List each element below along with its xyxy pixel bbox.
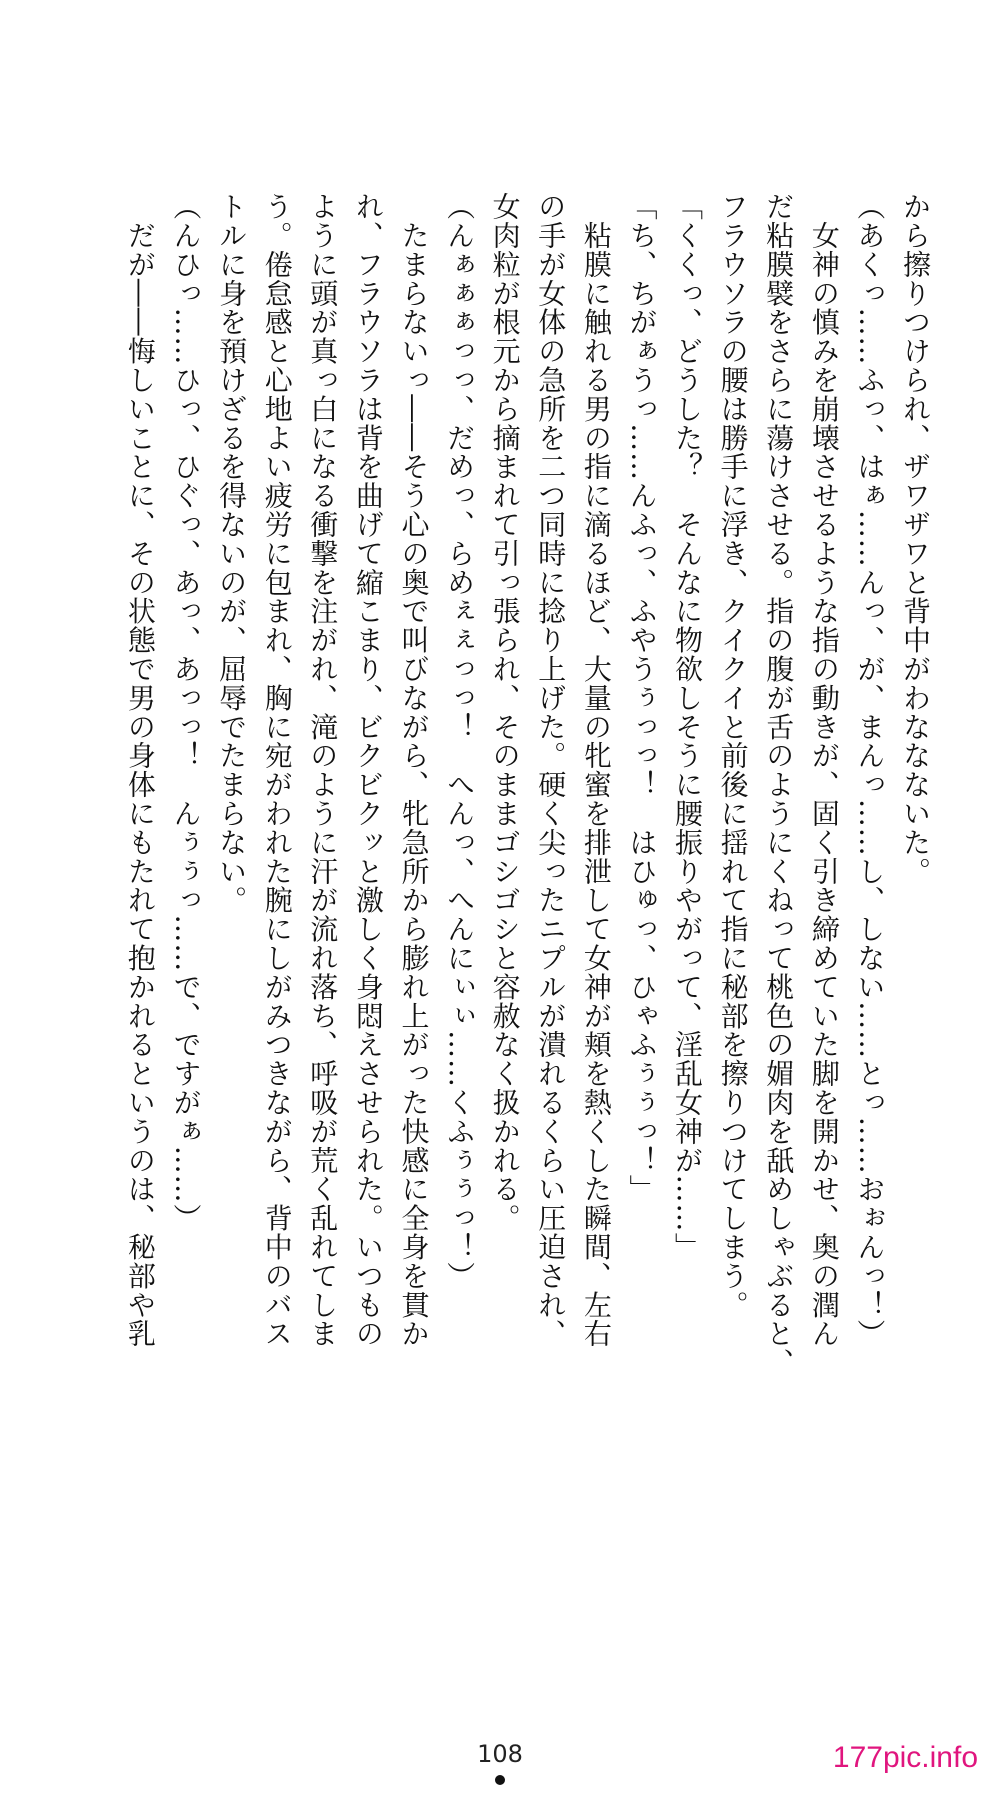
- text-line: たまらないっ――そう心の奥で叫びながら、牝急所から膨れ上がった快感に全身を貫か: [397, 192, 431, 1348]
- page-marker-dot: [495, 1775, 505, 1785]
- text-line: 女肉粒が根元から摘まれて引っ張られ、そのままゴシゴシと容赦なく扱かれる。: [488, 192, 522, 1233]
- text-line: トルに身を預けざるを得ないのが、屈辱でたまらない。: [215, 192, 249, 915]
- text-line: 粘膜に触れる男の指に滴るほど、大量の牝蜜を排泄して女神が頬を熱くした瞬間、左右: [579, 192, 613, 1348]
- text-line: （んぁぁぁっっ、だめっ、らめぇぇっっ！ へんっ、へんにぃぃ……くふぅぅっ！）: [443, 192, 477, 1291]
- page-number: 108: [477, 1740, 523, 1768]
- watermark: 177pic.info: [832, 1741, 978, 1774]
- text-line: う。倦怠感と心地よい疲労に包まれ、胸に宛がわれた腕にしがみつきながら、背中のバス: [260, 192, 294, 1348]
- text-line: 女神の慎みを崩壊させるような指の動きが、固く引き締めていた脚を開かせ、奥の潤ん: [807, 192, 841, 1349]
- text-line: の手が女体の急所を二つ同時に捻り上げた。硬く尖ったニプルが潰れるくらい圧迫され、: [534, 192, 568, 1348]
- text-line: れ、フラウソラは背を曲げて縮こまり、ビクビクッと激しく身悶えさせられた。いつもの: [351, 192, 385, 1348]
- text-line: ように頭が真っ白になる衝撃を注がれ、滝のように汗が流れ落ち、呼吸が荒く乱れてしま: [306, 192, 340, 1348]
- body-text: [58, 192, 938, 1522]
- text-line: から擦りつけられ、ザワザワと背中がわななないた。: [899, 192, 932, 886]
- text-line: （んひっ……ひっ、ひぐっ、あっ、あっっ！ んぅぅっ……で、ですがぁ……）: [169, 192, 203, 1233]
- text-line: 「くくっ、どうした？ そんなに物欲しそうに腰振りやがって、淫乱女神が……」: [671, 192, 705, 1262]
- text-line: フラウソラの腰は勝手に浮き、クイクイと前後に揺れて指に秘部を擦りつけてしまう。: [716, 192, 750, 1320]
- text-line: だ粘膜襞をさらに蕩けさせる。指の腹が舌のようにくねって桃色の媚肉を舐めしゃぶると、: [762, 192, 796, 1377]
- text-line: だが――悔しいことに、その状態で男の身体にもたれて抱かれるというのは、秘部や乳: [123, 192, 157, 1348]
- text-line: 「ち、ちがぁうっ……んふっ、ふやうぅっっ！ はひゅっ、ひゃふぅぅっ！」: [625, 192, 659, 1204]
- text-line: （あくっ……ふっ、はぁ……んっ、が、まんっ……し、しない……とっ……おぉんっ！）: [853, 192, 887, 1348]
